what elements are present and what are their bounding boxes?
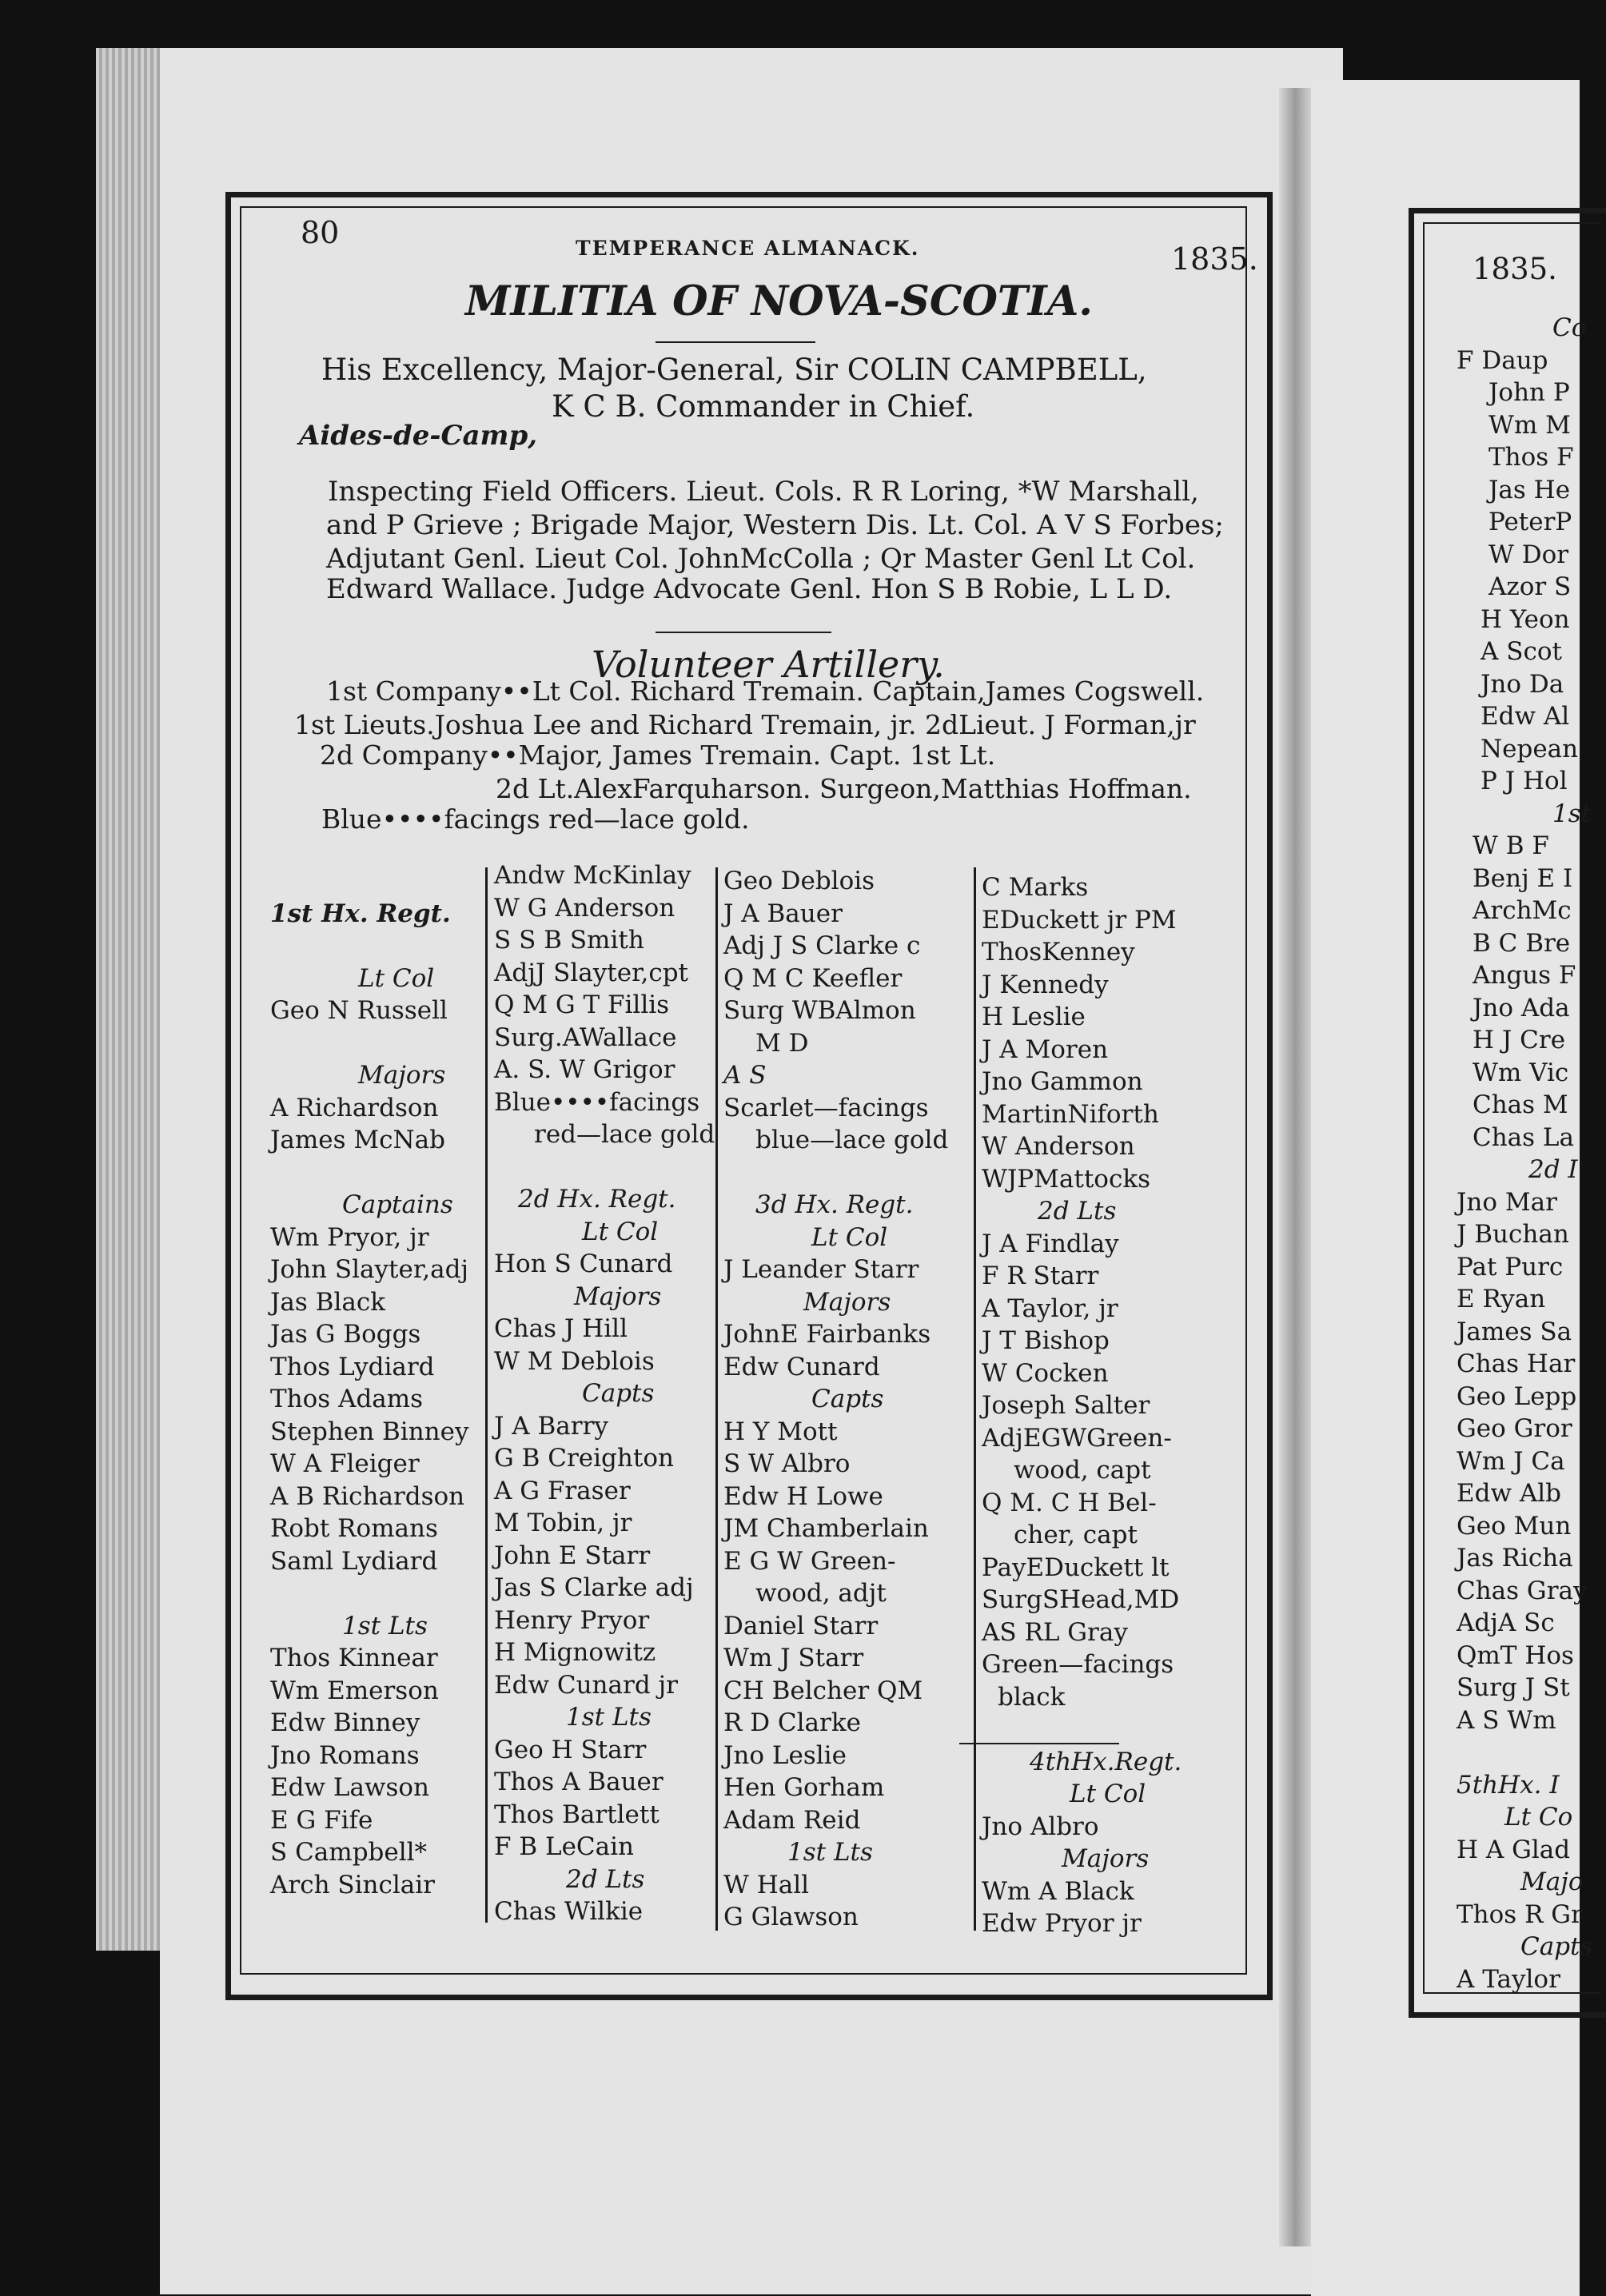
column-1-entry: Saml Lydiard [270,1546,438,1576]
right-page-line: 1st [1552,799,1592,828]
column-3-entry: JohnE Fairbanks [723,1320,931,1349]
column-3-entry: R D Clarke [723,1708,861,1737]
column-1-subhead: Lt Col [358,963,435,993]
right-page-line: B C Bre [1472,928,1571,958]
column-2-entry: Chas J Hill [494,1314,628,1343]
section-rule [656,632,831,633]
right-page-line: Surg J St [1457,1673,1570,1702]
column-1-heading: 1st Hx. Regt. [270,899,451,928]
column-2-entry: Jas S Clarke adj [494,1573,694,1602]
right-page-line: QmT Hos [1457,1640,1574,1670]
column-1-entry: Stephen Binney [270,1417,469,1446]
column-4-entry: Edw Pryor jr [982,1909,1142,1938]
column-2-entry: Q M G T Fillis [494,991,670,1019]
column-1-entry: John Slayter,adj [270,1255,469,1284]
column-3-entry: G Glawson [723,1903,859,1931]
right-page-line: H A Glad [1457,1835,1571,1864]
staff-line-2: and P Grieve ; Brigade Major, Western Dis. Lt. Col. A V S Forbes; [326,509,1224,541]
column-2-entry: Geo H Starr [494,1735,647,1764]
column-3-entry: E G W Green- [723,1546,896,1576]
column-1-entry: Wm Emerson [270,1676,439,1705]
column-4-entry: AS RL Gray [982,1617,1128,1647]
column-4-entry: wood, capt [1014,1456,1151,1485]
right-page-line: Jno Mar [1457,1187,1557,1217]
column-3-entry [723,1157,948,1190]
column-2-entry: Surg.AWallace [494,1022,677,1052]
column-1-entry: Jas G Boggs [270,1320,421,1349]
column-4-entry: SurgSHead,MD [982,1585,1180,1614]
right-page-line: Nepean [1480,734,1579,763]
staff-line-4: Edward Wallace. Judge Advocate Genl. Hon S B Robie, L L D. [326,573,1173,605]
column-3-entry: Scarlet—facings [723,1093,929,1122]
column-4-entry: AdjEGWGreen- [982,1423,1172,1453]
right-page-line: Co [1552,313,1587,342]
column-3-entry: Jno Leslie [723,1740,847,1770]
column-1-entry: Geo N Russell [270,996,448,1025]
artillery-line-3: 2d Company••Major, James Tremain. Capt. 1st Lt. [320,739,996,771]
right-page-line: Jno Ada [1472,993,1570,1022]
right-page-line: Benj E I [1472,863,1573,893]
column-2-entry: J A Barry [494,1411,608,1441]
column-2-entry: A. S. W Grigor [494,1055,675,1084]
title-rule [656,341,815,343]
staff-line-1: Inspecting Field Officers. Lieut. Cols. R R Loring, *W Marshall, [328,476,1199,508]
column-3-entry: J Leander Starr [723,1255,919,1284]
column-1-entry: Edw Binney [270,1708,420,1737]
column-2-heading: 2d Hx. Regt. [518,1185,676,1214]
column-2-entry: G B Creighton [494,1444,674,1473]
column-1-entry: A Richardson [270,1093,439,1122]
column-divider-2 [715,867,718,1931]
column-1-entry: Wm Pryor, jr [270,1222,429,1252]
column-2-entry: S S B Smith [494,926,644,955]
right-page-line: Pat Purc [1457,1252,1564,1282]
column-1-subhead: Captains [342,1190,453,1219]
column-4-entry: black [998,1682,1066,1712]
column-3-entry: Daniel Starr [723,1611,879,1640]
regiment-column-4 [982,871,1182,1940]
page-number: 80 [301,215,340,250]
column-1-entry: James McNab [270,1126,445,1154]
column-4-entry: MartinNiforth [982,1099,1159,1129]
column-4-entry: A Taylor, jr [982,1293,1118,1323]
right-page-line: Jas He [1488,475,1571,504]
right-page-year: 1835. [1472,252,1557,286]
column-2-entry: Thos A Bauer [494,1768,664,1796]
column-3-entry: S W Albro [723,1449,851,1478]
right-page-line: Wm M [1488,410,1571,440]
artillery-line-5: Blue••••facings red—lace gold. [321,803,750,835]
column-3-entry: Q M C Keefler [723,963,903,993]
column-3-subhead: Capts [811,1385,884,1413]
staff-line-3: Adjutant Genl. Lieut Col. JohnMcColla ; Qr Master Genl Lt Col. [326,543,1196,575]
column-4-entry: Joseph Salter [982,1391,1150,1420]
column-3-entry: J A Bauer [723,899,843,928]
right-page-line: Wm J Ca [1457,1446,1565,1476]
right-page-line: Chas Har [1457,1349,1576,1378]
right-page-line: Geo Mun [1457,1511,1572,1541]
column-2-entry: Henry Pryor [494,1605,650,1635]
column-2-subhead: Capts [582,1379,655,1408]
right-page-line: Edw Al [1480,702,1570,731]
right-page-line: A Taylor [1457,1964,1560,1994]
column-4-entry: J T Bishop [982,1326,1110,1355]
column-4-subhead: 2d Lts [1038,1197,1117,1226]
column-3-entry: A S [723,1061,767,1090]
right-page-line: W B F [1472,831,1549,860]
column-4-entry: ThosKenney [982,938,1135,967]
column-2-entry: Andw McKinlay [494,861,691,890]
column-2-subhead: 2d Lts [566,1864,645,1894]
column-1-subhead: 1st Lts [342,1611,428,1640]
column-2-entry: Blue••••facings [494,1087,700,1117]
column-1-entry: Thos Lydiard [270,1352,435,1381]
column-2-entry: Thos Bartlett [494,1800,660,1829]
column-4-entry: Green—facings [982,1650,1174,1679]
column-2-entry: AdjJ Slayter,cpt [494,958,689,987]
column-3-entry: CH Belcher QM [723,1676,923,1705]
column-3-subhead: Majors [803,1287,891,1317]
column-4-entry: C Marks [982,873,1089,902]
right-page-line: John P [1488,378,1570,407]
right-page-line: 2d I [1528,1155,1578,1184]
right-page-line: Lt Co [1504,1803,1573,1832]
column-2-entry: H Mignowitz [494,1638,656,1667]
right-page-line: Geo Lepp [1457,1381,1577,1411]
column-4-entry: EDuckett jr PM [982,905,1177,935]
aides-de-camp-label: Aides-de-Camp, [299,420,538,452]
right-page-line: Chas M [1472,1090,1568,1119]
column-2-subhead: Majors [574,1282,662,1311]
book-gutter [1279,88,1311,2246]
column-1-entry: Robt Romans [270,1514,438,1543]
right-page-line: James Sa [1457,1317,1572,1346]
column-2-entry: F B LeCain [494,1832,635,1861]
column-4-entry: Jno Gammon [982,1067,1143,1096]
right-page-line: P J Hol [1480,767,1568,795]
right-page-line: Thos F [1488,443,1574,472]
column-3-entry: Wm J Starr [723,1644,864,1672]
right-page-line: J Buchan [1457,1220,1569,1249]
column-divider-1 [485,867,488,1923]
column-2-entry: W G Anderson [494,893,675,923]
right-page-line: Capts [1520,1932,1593,1961]
right-page-line: H Yeon [1480,604,1570,634]
column-2-entry: Chas Wilkie [494,1897,644,1926]
column-1-subhead: Majors [358,1061,446,1090]
column-1-entry: W A Fleiger [270,1449,420,1478]
column-2-entry: Hon S Cunard [494,1250,673,1278]
column-2-entry: W M Deblois [494,1346,655,1376]
right-page-line: 5thHx. I [1457,1770,1560,1800]
right-page-line: Chas Gray [1457,1576,1588,1605]
regiment-column-1 [270,865,469,1901]
column-3-entry: W Hall [723,1870,810,1899]
column-1-entry: S Campbell* [270,1838,428,1867]
column-2-entry: M Tobin, jr [494,1509,632,1537]
column-1-entry: Thos Kinnear [270,1644,438,1672]
right-page-line: H J Cre [1472,1026,1566,1054]
artillery-line-4: 2d Lt.AlexFarquharson. Surgeon,Matthias Hoffman. [496,773,1192,804]
column-4-heading: 4thHx.Regt. [1030,1747,1182,1776]
column-1-entry: Jno Romans [270,1740,420,1770]
column-4-entry: Q M. C H Bel- [982,1488,1157,1517]
column-4-entry: Wm A Black [982,1876,1134,1906]
right-page-line: Wm Vic [1472,1058,1569,1087]
right-page-line: Azor S [1488,572,1572,601]
right-page-line: Chas La [1472,1122,1574,1152]
right-page-line: Jno Da [1480,669,1564,699]
right-page-line: Thos R Gr [1457,1899,1583,1929]
column-3-entry: Geo Deblois [723,867,875,895]
column-1-entry: Jas Black [270,1287,385,1317]
column-4-entry: W Anderson [982,1132,1135,1161]
column-4-entry: J Kennedy [982,970,1109,999]
regiment-column-2 [494,859,715,1928]
right-page-line: A S Wm [1457,1705,1556,1735]
right-page-line: Angus F [1472,961,1576,990]
column-4-entry: W Cocken [982,1358,1109,1388]
right-page-line: E Ryan [1457,1285,1546,1313]
column-3-entry: JM Chamberlain [723,1514,929,1543]
column-1-entry: A B Richardson [270,1481,465,1511]
right-page-line: AdjA Sc [1457,1608,1555,1637]
column-1-entry [270,1577,469,1610]
column-4-entry: WJPMattocks [982,1164,1151,1194]
right-page-line: Majo [1520,1867,1584,1896]
column-3-entry: Adam Reid [723,1805,861,1835]
column-1-entry [270,1157,469,1190]
page-year: 1835. [1171,241,1258,277]
column-1-entry: Edw Lawson [270,1773,430,1802]
column-2-entry [494,1151,715,1184]
artillery-heading: Volunteer Artillery. [592,643,945,686]
column-1-entry [270,865,469,898]
column-3-entry: H Y Mott [723,1417,838,1446]
right-page-line: A Scot [1480,637,1562,666]
column-4-entry: F R Starr [982,1262,1099,1290]
column-3-entry: Surg WBAlmon [723,996,916,1025]
commander-line-2: K C B. Commander in Chief. [552,389,975,424]
column-3-subhead: 1st Lts [787,1838,873,1867]
page-title: MILITIA OF NOVA-SCOTIA. [465,277,1094,325]
right-page-line: F Daup [1457,345,1548,375]
column-4-entry: J A Findlay [982,1229,1119,1258]
column-3-subhead: Lt Col [811,1222,888,1252]
column-4-entry [982,1713,1182,1746]
running-title: TEMPERANCE ALMANACK. [576,237,920,260]
column-1-entry: Thos Adams [270,1385,424,1413]
column-1-entry: E G Fife [270,1805,373,1835]
column-3-entry: wood, adjt [755,1579,887,1608]
column-3-entry: Edw Cunard [723,1352,880,1381]
right-page-line: Edw Alb [1457,1479,1562,1508]
right-page-line: Jas Richa [1457,1544,1573,1573]
right-page-line [1457,1736,1592,1769]
column-4-entry: cher, capt [1014,1521,1138,1549]
column-3-entry: blue—lace gold [755,1126,949,1154]
right-page-line: PeterP [1488,508,1572,536]
column-2-entry: Edw Cunard jr [494,1670,678,1700]
column-4-rule [959,1743,1119,1744]
column-3-entry: Hen Gorham [723,1773,885,1802]
column-4-entry: J A Moren [982,1034,1109,1064]
column-divider-3 [974,867,976,1931]
column-3-heading: 3d Hx. Regt. [755,1190,914,1219]
right-page-line: Geo Gror [1457,1414,1572,1443]
column-4-entry: Jno Albro [982,1812,1099,1841]
column-3-entry: Edw H Lowe [723,1481,883,1511]
column-4-subhead: Majors [1062,1844,1150,1873]
column-3-entry: M D [755,1028,809,1058]
column-4-subhead: Lt Col [1070,1780,1146,1808]
column-1-entry [270,1027,469,1060]
column-2-subhead: Lt Col [582,1217,659,1246]
commander-line-1: His Excellency, Major-General, Sir COLIN CAMPBELL, [321,353,1147,387]
right-page-line: ArchMc [1472,896,1572,925]
column-4-entry: H Leslie [982,1003,1086,1031]
column-2-entry: John E Starr [494,1541,651,1570]
column-2-subhead: 1st Lts [566,1703,652,1732]
right-page-column [1457,312,1592,1995]
column-3-entry: Adj J S Clarke c [723,931,921,960]
column-1-entry [270,930,469,963]
column-2-entry: A G Fraser [494,1476,631,1505]
artillery-line-2: 1st Lieuts.Joshua Lee and Richard Tremain, jr. 2dLieut. J Forman,jr [294,709,1196,740]
artillery-line-1: 1st Company••Lt Col. Richard Tremain. Captain,James Cogswell. [326,676,1205,707]
right-page-line: W Dor [1488,540,1569,569]
column-1-entry: Arch Sinclair [270,1870,435,1899]
column-4-entry: PayEDuckett lt [982,1553,1170,1582]
regiment-column-3 [723,865,948,1934]
column-2-entry: red—lace gold [534,1120,715,1149]
